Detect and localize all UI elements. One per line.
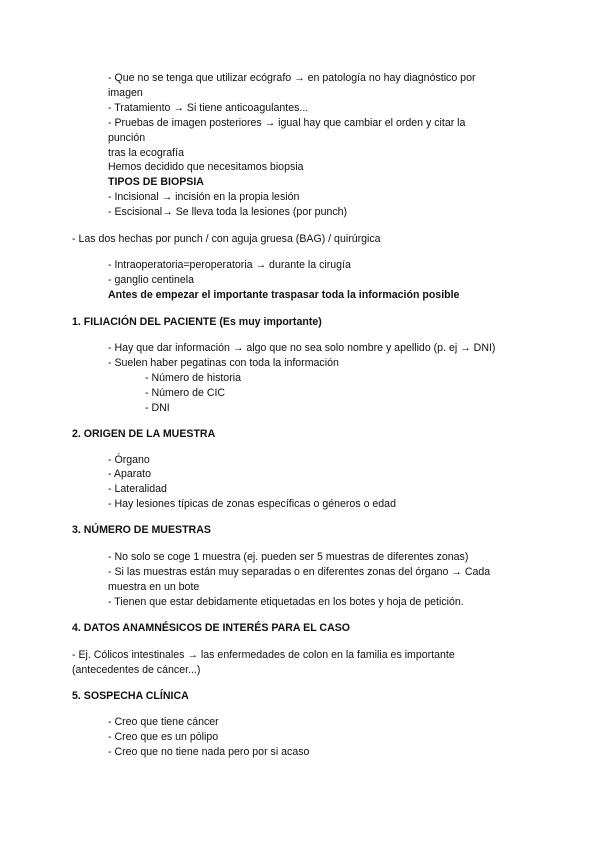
list-item: - Aparato: [108, 468, 151, 480]
list-item: - Lateralidad: [108, 483, 167, 495]
intro-line: - Que no se tenga que utilizar ecógrafo → en patología no hay diagnóstico por: [108, 72, 476, 84]
list-item: - Intraoperatoria=peroperatoria → durante la cirugía: [108, 259, 351, 271]
sub-list-item: - Número de historia: [145, 372, 241, 384]
list-item: - Hay que dar información → algo que no sea solo nombre y apellido (p. ej → DNI): [108, 342, 496, 354]
list-item: - Tienen que estar debidamente etiquetadas en los botes y hoja de petición.: [108, 596, 464, 608]
intro-line: Hemos decidido que necesitamos biopsia: [108, 161, 304, 173]
biopsy-heading: TIPOS DE BIOPSIA: [108, 176, 204, 188]
intro-line: imagen: [108, 87, 143, 99]
list-item: - Creo que tiene cáncer: [108, 716, 219, 728]
section-heading: 5. SOSPECHA CLÍNICA: [72, 690, 189, 702]
intro-line: - Pruebas de imagen posteriores → igual hay que cambiar el orden y citar la: [108, 117, 466, 129]
list-item: - No solo se coge 1 muestra (ej. pueden ser 5 muestras de diferentes zonas): [108, 551, 469, 563]
intro-line: - Tratamiento → Si tiene anticoagulantes...: [108, 102, 309, 114]
paragraph: - Ej. Cólicos intestinales → las enfermedades de colon en la familia es importante: [72, 649, 455, 661]
list-item: - Órgano: [108, 454, 150, 466]
sub-list-item: - Número de CIC: [145, 387, 226, 399]
paragraph: (antecedentes de cáncer...): [72, 664, 201, 676]
intro-line: punción: [108, 132, 146, 144]
list-item: - Hay lesiones típicas de zonas específicas o géneros o edad: [108, 498, 396, 510]
list-item: - Suelen haber pegatinas con toda la información: [108, 357, 339, 369]
list-item: - ganglio centinela: [108, 274, 194, 286]
list-item: muestra en un bote: [108, 581, 200, 593]
list-item: - Incisional → incisión en la propia lesión: [108, 191, 300, 203]
section-heading: 2. ORIGEN DE LA MUESTRA: [72, 428, 216, 440]
intro-line: tras la ecografía: [108, 147, 184, 159]
paragraph: - Las dos hechas por punch / con aguja gruesa (BAG) / quirúrgica: [72, 233, 381, 245]
list-item: - Escisional→ Se lleva toda la lesiones (por punch): [108, 206, 348, 218]
section-heading: 1. FILIACIÓN DEL PACIENTE (Es muy importante): [72, 316, 322, 328]
list-item: - Creo que no tiene nada pero por si acaso: [108, 746, 310, 758]
bold-note: Antes de empezar el importante traspasar toda la información posible: [108, 289, 460, 301]
section-heading: 4. DATOS ANAMNÉSICOS DE INTERÉS PARA EL CASO: [72, 622, 351, 634]
sub-list-item: - DNI: [145, 402, 170, 414]
list-item: - Creo que es un pólipo: [108, 731, 219, 743]
list-item: - Si las muestras están muy separadas o en diferentes zonas del órgano → Cada: [108, 566, 491, 578]
section-heading: 3. NÚMERO DE MUESTRAS: [72, 524, 211, 536]
